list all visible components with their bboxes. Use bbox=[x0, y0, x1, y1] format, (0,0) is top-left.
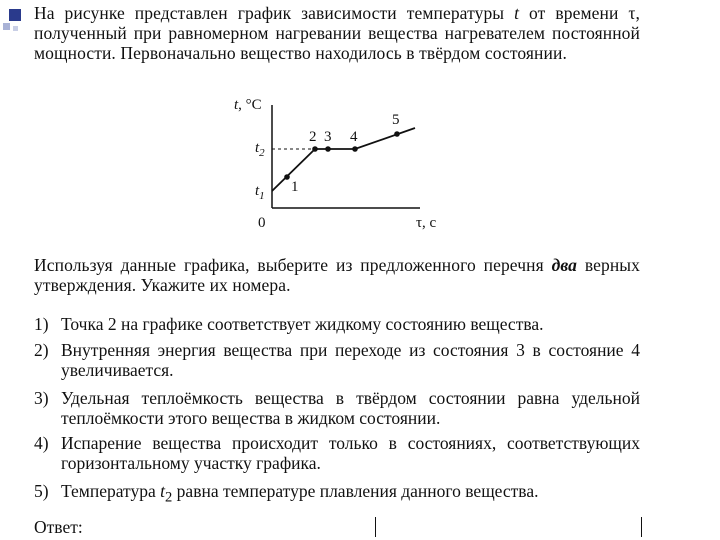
option-5-pre: Температура bbox=[61, 481, 161, 501]
intro-text-2: от времени bbox=[519, 3, 629, 23]
answer-label: Ответ: bbox=[34, 517, 83, 537]
answer-field-divider-right bbox=[641, 517, 642, 537]
t2-subscript: 2 bbox=[165, 489, 173, 506]
point-label-4: 4 bbox=[350, 129, 358, 145]
slide-bullet-decoration bbox=[0, 0, 26, 40]
x-axis-label: τ, с bbox=[416, 215, 437, 231]
point-label-2: 2 bbox=[309, 129, 317, 145]
question-emphasis: два bbox=[551, 255, 578, 275]
t-symbol: t bbox=[514, 3, 520, 23]
option-5-post: равна температуре плавления данного вещества. bbox=[172, 481, 539, 501]
point-label-1: 1 bbox=[291, 179, 299, 195]
option-number: 3) bbox=[34, 388, 49, 408]
point-2 bbox=[312, 146, 318, 152]
intro-text-1: На рисунке представлен график зависимости температуры bbox=[34, 3, 515, 23]
option-5 bbox=[34, 481, 640, 508]
question-text-1: Используя данные графика, выберите из предложенного перечня bbox=[34, 255, 552, 275]
t2-symbol: t bbox=[160, 481, 165, 501]
point-label-3: 3 bbox=[324, 129, 332, 145]
problem-intro bbox=[34, 3, 640, 63]
point-label-5: 5 bbox=[392, 112, 400, 128]
option-text: Удельная теплоёмкость вещества в твёрдом состоянии равна удельной теплоёмкости этого вещества в жидком состоянии. bbox=[61, 388, 640, 428]
question-text bbox=[34, 255, 640, 295]
y-axis-label bbox=[234, 97, 262, 113]
option-number: 2) bbox=[34, 340, 49, 360]
point-1 bbox=[284, 174, 290, 180]
option-text: Внутренняя энергия вещества при переходе из состояния 3 в состояние 4 увеличивается. bbox=[61, 340, 640, 380]
option-text: Испарение вещества происходит только в состояниях, соответствующих горизонтальному участку графика. bbox=[61, 433, 640, 473]
y-axis-unit: , °C bbox=[238, 97, 262, 113]
option-4 bbox=[34, 433, 640, 473]
origin-label: 0 bbox=[258, 215, 266, 231]
question-text-2: верных утверждения. Укажите их номера. bbox=[34, 255, 640, 295]
point-4 bbox=[352, 146, 358, 152]
point-5 bbox=[394, 131, 400, 137]
temperature-time-graph bbox=[220, 93, 460, 233]
option-number: 1) bbox=[34, 314, 49, 334]
option-text: Точка 2 на графике соответствует жидкому состоянию вещества. bbox=[61, 314, 544, 334]
tick-label-t1: $t_1$ bbox=[255, 183, 265, 202]
intro-text-3: , полученный при равномерном нагревании вещества нагревателем постоянной мощности. Первоначально вещество находилось в твёрдом состоянии. bbox=[34, 3, 640, 63]
option-3 bbox=[34, 388, 640, 428]
option-number: 4) bbox=[34, 433, 49, 453]
option-1 bbox=[34, 314, 640, 334]
y-axis-var: t bbox=[234, 97, 239, 113]
option-number: 5) bbox=[34, 481, 49, 501]
answer-field-divider-left bbox=[375, 517, 376, 537]
option-text bbox=[34, 481, 640, 508]
tau-symbol: τ bbox=[628, 3, 636, 23]
tick-label-t2: $t_2$ bbox=[255, 140, 265, 159]
point-3 bbox=[325, 146, 331, 152]
option-2 bbox=[34, 340, 640, 380]
